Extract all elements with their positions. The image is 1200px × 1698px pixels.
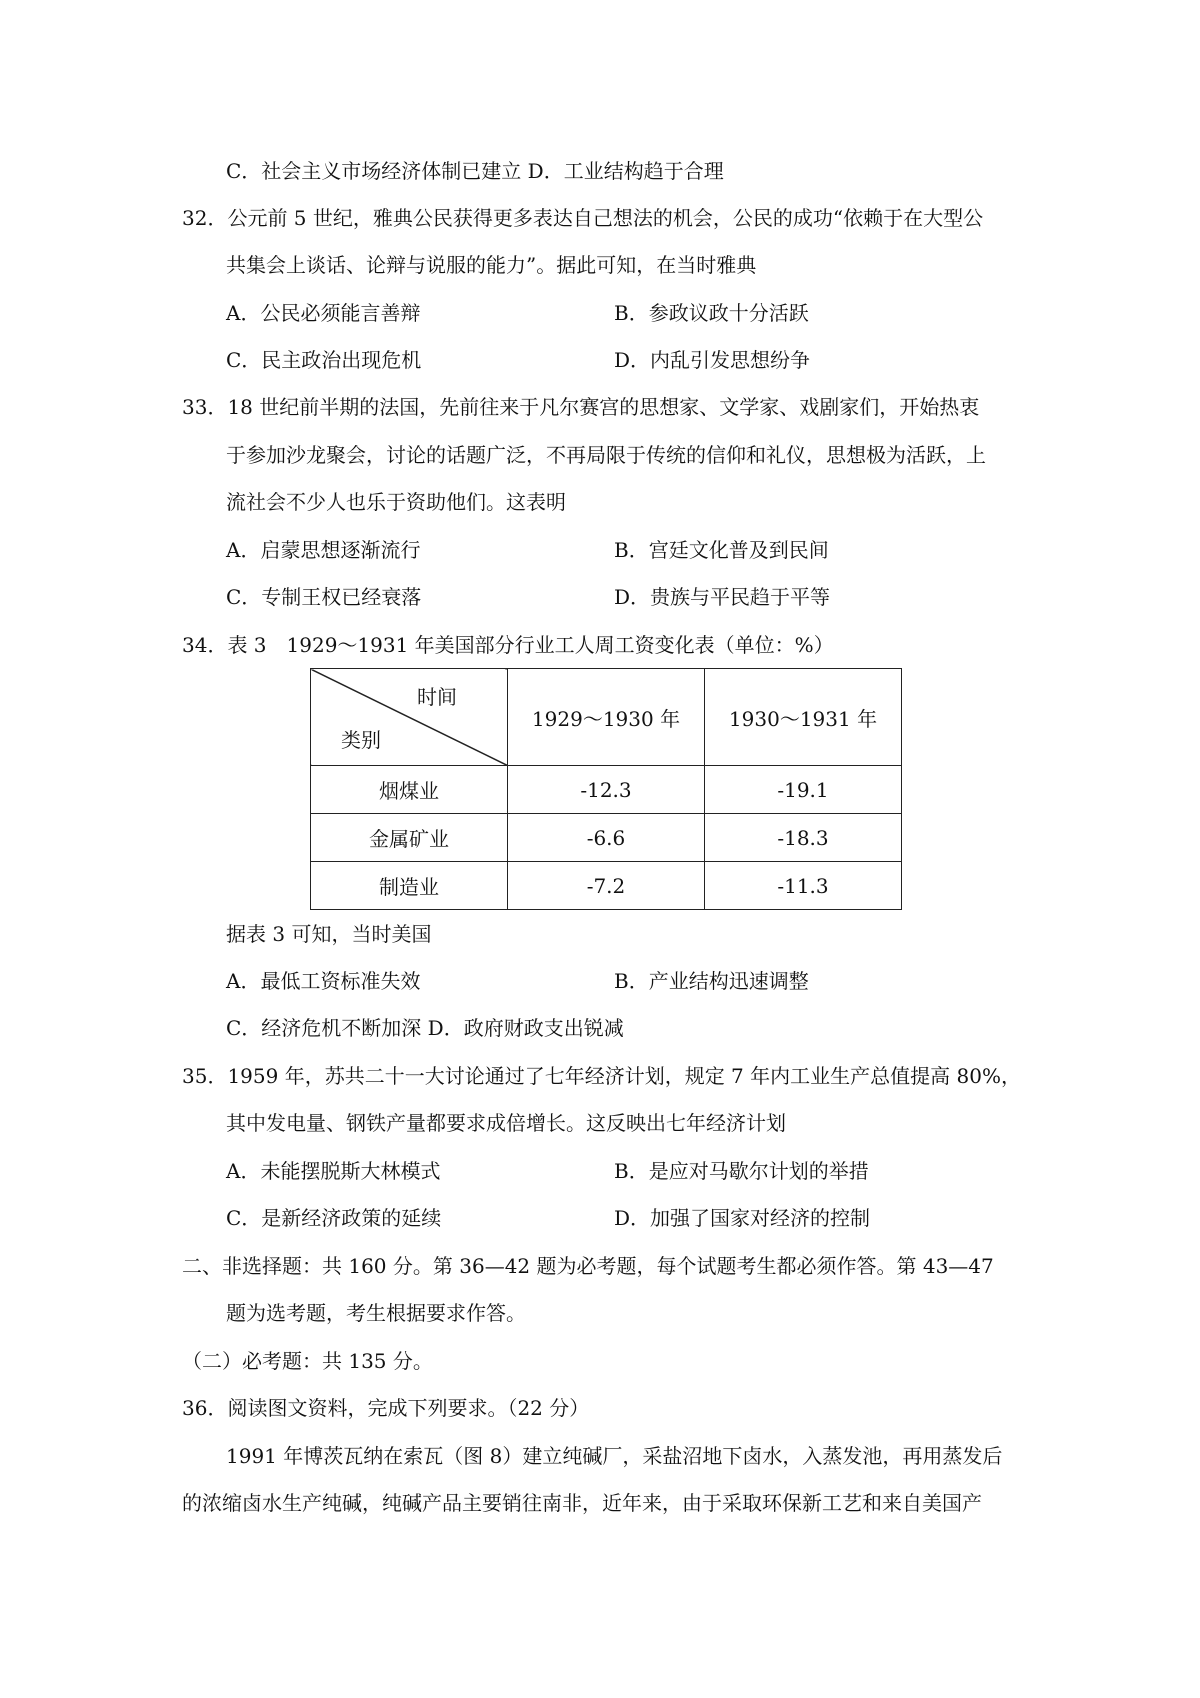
wage-change-table — [310, 668, 902, 910]
q33-option-d: D．贵族与平民趋于平等 — [614, 585, 831, 609]
column-header-1930-1931: 1930～1931 年 — [705, 669, 902, 766]
part2-heading-line1: 二、非选择题：共 160 分。第 36—42 题为必考题，每个试题考生都必须作答。第 43—47 — [182, 1254, 994, 1278]
q34-option-b: B．产业结构迅速调整 — [614, 969, 809, 993]
q36-title: 36．阅读图文资料，完成下列要求。（22 分） — [182, 1396, 590, 1420]
q31-options-c-d: C．社会主义市场经济体制已建立 D．工业结构趋于合理 — [226, 159, 724, 183]
table-cell: -12.3 — [508, 766, 705, 814]
q34-table-caption: 34．表 3 1929～1931 年美国部分行业工人周工资变化表（单位：%） — [182, 633, 834, 657]
table-cell: -18.3 — [705, 814, 902, 862]
corner-header-time: 时间 — [417, 685, 457, 709]
q35-option-a: A．未能摆脱斯大林模式 — [226, 1159, 441, 1183]
q36-paragraph-line1: 1991 年博茨瓦纳在索瓦（图 8）建立纯碱厂，采盐沼地下卤水，入蒸发池，再用蒸发后 — [226, 1444, 1003, 1468]
q35-option-b: B．是应对马歇尔计划的举措 — [614, 1159, 869, 1183]
part2-subheading: （二）必考题：共 135 分。 — [182, 1349, 433, 1373]
q32-stem-line1: 32．公元前 5 世纪，雅典公民获得更多表达自己想法的机会，公民的成功“依赖于在大型公 — [182, 206, 984, 230]
q35-stem-line1: 35．1959 年，苏共二十一大讨论通过了七年经济计划，规定 7 年内工业生产总值提高 80%， — [182, 1064, 1021, 1088]
q32-option-b: B．参政议政十分活跃 — [614, 301, 809, 325]
table-cell: -7.2 — [508, 862, 705, 910]
row-label: 烟煤业 — [311, 766, 508, 814]
q33-option-a: A．启蒙思想逐渐流行 — [226, 538, 421, 562]
q32-option-a: A．公民必须能言善辩 — [226, 301, 421, 325]
table-corner-cell — [311, 669, 508, 766]
table-cell: -6.6 — [508, 814, 705, 862]
q35-option-d: D．加强了国家对经济的控制 — [614, 1206, 871, 1230]
q36-paragraph-line2: 的浓缩卤水生产纯碱，纯碱产品主要销往南非，近年来，由于采取环保新工艺和来自美国产 — [182, 1491, 982, 1515]
q34-options-c-d: C．经济危机不断加深 D．政府财政支出锐减 — [226, 1016, 624, 1040]
q33-stem-line1: 33．18 世纪前半期的法国，先前往来于凡尔赛宫的思想家、文学家、戏剧家们，开始热衷 — [182, 395, 980, 419]
q33-stem-line3: 流社会不少人也乐于资助他们。这表明 — [226, 490, 566, 514]
row-label: 制造业 — [311, 862, 508, 910]
q35-stem-line2: 其中发电量、钢铁产量都要求成倍增长。这反映出七年经济计划 — [226, 1111, 786, 1135]
q35-option-c: C．是新经济政策的延续 — [226, 1206, 442, 1230]
row-label: 金属矿业 — [311, 814, 508, 862]
table-row — [311, 862, 902, 910]
table-cell: -19.1 — [705, 766, 902, 814]
q32-option-d: D．内乱引发思想纷争 — [614, 348, 811, 372]
q32-stem-line2: 共集会上谈话、论辩与说服的能力”。据此可知，在当时雅典 — [226, 253, 757, 277]
column-header-1929-1930: 1929～1930 年 — [508, 669, 705, 766]
q33-option-c: C．专制王权已经衰落 — [226, 585, 422, 609]
q33-option-b: B．宫廷文化普及到民间 — [614, 538, 829, 562]
table-row — [311, 814, 902, 862]
q34-stem: 据表 3 可知，当时美国 — [226, 922, 432, 946]
q34-option-a: A．最低工资标准失效 — [226, 969, 421, 993]
table-row — [311, 766, 902, 814]
q32-option-c: C．民主政治出现危机 — [226, 348, 422, 372]
part2-heading-line2: 题为选考题，考生根据要求作答。 — [226, 1301, 526, 1325]
q33-stem-line2: 于参加沙龙聚会，讨论的话题广泛，不再局限于传统的信仰和礼仪，思想极为活跃，上 — [226, 443, 986, 467]
table-cell: -11.3 — [705, 862, 902, 910]
corner-header-category: 类别 — [341, 728, 381, 752]
